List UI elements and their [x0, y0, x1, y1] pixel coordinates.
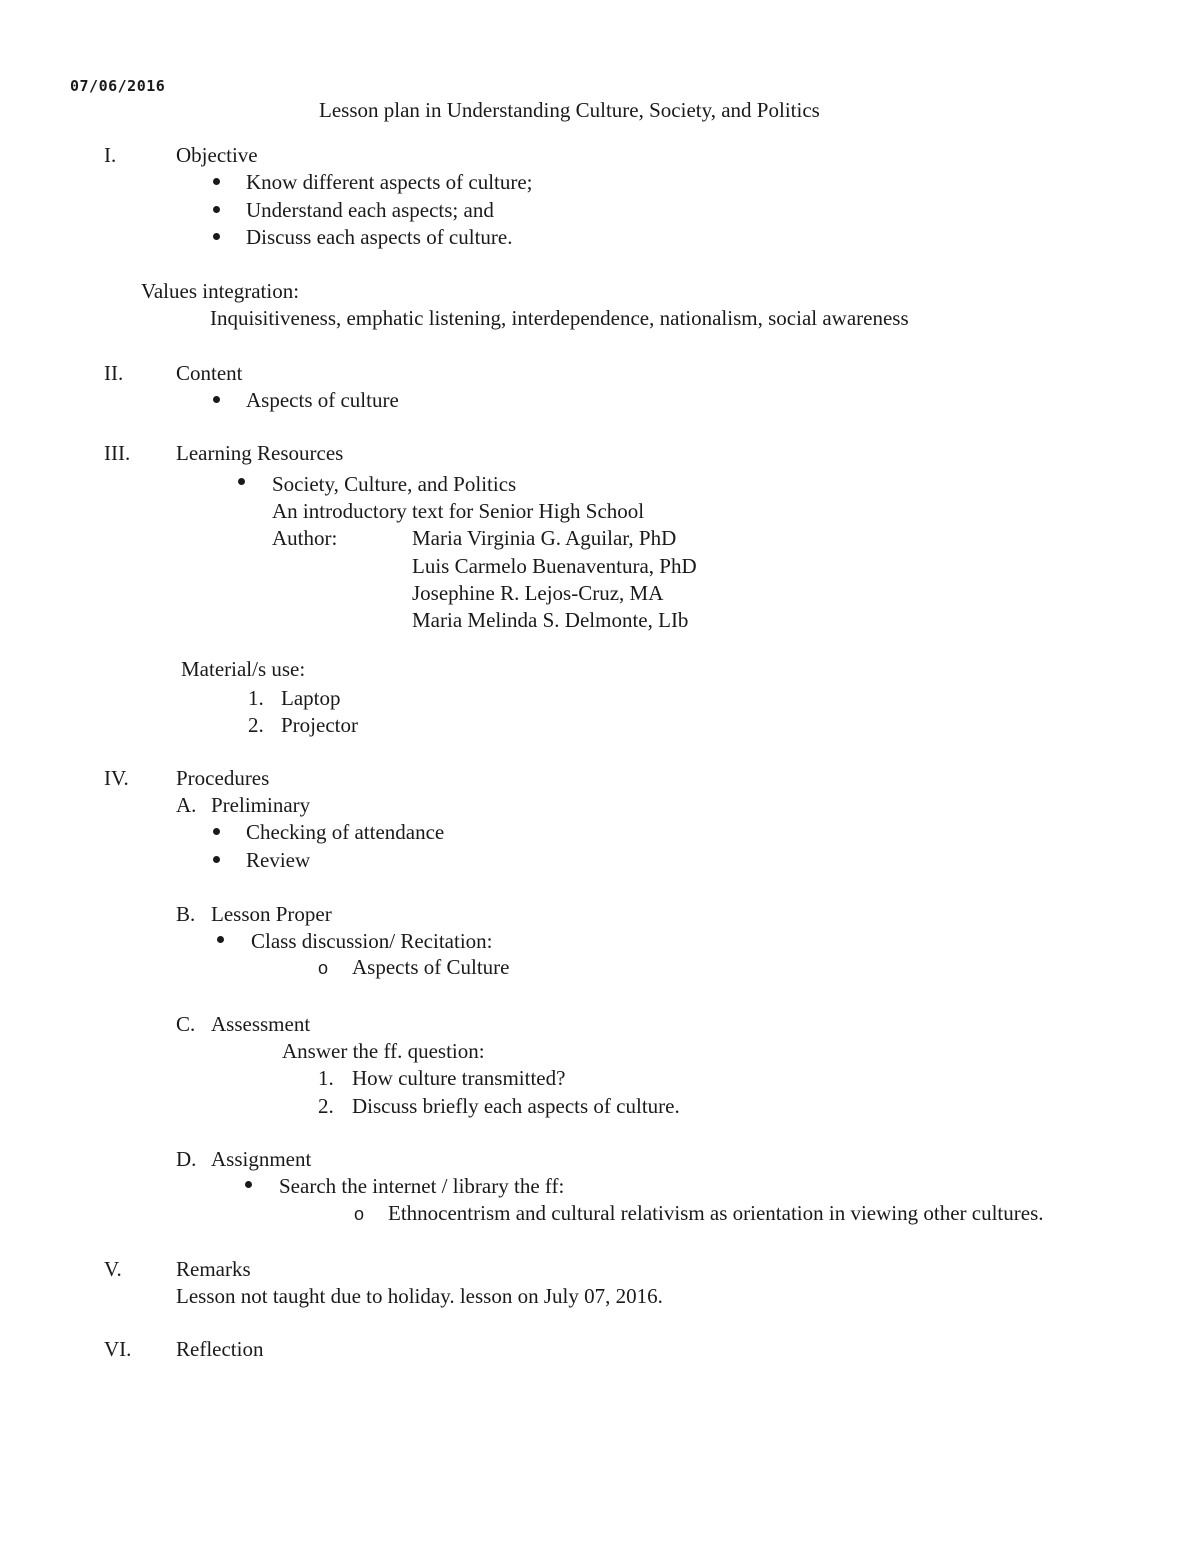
bullet-icon: [213, 206, 220, 213]
section-heading-procedures: Procedures: [176, 766, 270, 790]
bullet-icon: [217, 936, 224, 943]
list-number: 2.: [248, 713, 264, 737]
author-label: Author:: [272, 526, 338, 550]
author-name: Maria Virginia G. Aguilar, PhD: [412, 526, 677, 550]
subsection-heading-assignment: Assignment: [211, 1147, 312, 1171]
bullet-icon: [213, 856, 220, 863]
section-number-objective: I.: [104, 143, 117, 167]
bullet-icon: [245, 1181, 252, 1188]
assessment-intro: Answer the ff. question:: [282, 1039, 485, 1063]
section-number-reflection: VI.: [104, 1337, 132, 1361]
author-name: Maria Melinda S. Delmonte, LIb: [412, 608, 689, 632]
section-number-resources: III.: [104, 441, 131, 465]
section-heading-objective: Objective: [176, 143, 258, 167]
bullet-icon: [238, 478, 245, 485]
list-number: 1.: [318, 1066, 334, 1090]
document-date: 07/06/2016: [70, 77, 166, 95]
list-item: How culture transmitted?: [352, 1066, 566, 1090]
author-name: Josephine R. Lejos-Cruz, MA: [412, 581, 664, 605]
list-item: Understand each aspects; and: [246, 198, 494, 222]
section-heading-resources: Learning Resources: [176, 441, 344, 465]
list-item: Class discussion/ Recitation:: [251, 929, 493, 953]
circle-bullet-icon: o: [318, 958, 329, 978]
bullet-icon: [213, 828, 220, 835]
bullet-icon: [213, 396, 220, 403]
list-item: Ethnocentrism and cultural relativism as orientation in viewing other cultures.: [388, 1201, 1044, 1225]
subsection-letter: A.: [176, 793, 197, 817]
subsection-heading-preliminary: Preliminary: [211, 793, 311, 817]
book-title: Society, Culture, and Politics: [272, 472, 517, 496]
list-item: Aspects of Culture: [352, 955, 510, 979]
section-number-content: II.: [104, 361, 124, 385]
list-number: 1.: [248, 686, 264, 710]
list-number: 2.: [318, 1094, 334, 1118]
subsection-heading-lesson-proper: Lesson Proper: [211, 902, 332, 926]
section-heading-reflection: Reflection: [176, 1337, 264, 1361]
bullet-icon: [213, 178, 220, 185]
bullet-icon: [213, 233, 220, 240]
subsection-heading-assessment: Assessment: [211, 1012, 311, 1036]
section-heading-remarks: Remarks: [176, 1257, 251, 1281]
list-item: Checking of attendance: [246, 820, 445, 844]
remarks-text: Lesson not taught due to holiday. lesson on July 07, 2016.: [176, 1284, 663, 1308]
document-title: Lesson plan in Understanding Culture, Society, and Politics: [319, 98, 820, 122]
section-number-procedures: IV.: [104, 766, 129, 790]
section-heading-content: Content: [176, 361, 243, 385]
list-item: Search the internet / library the ff:: [279, 1174, 565, 1198]
list-item: Review: [246, 848, 311, 872]
circle-bullet-icon: o: [354, 1204, 365, 1224]
values-label: Values integration:: [141, 279, 300, 303]
list-item: Discuss briefly each aspects of culture.: [352, 1094, 680, 1118]
list-item: Laptop: [281, 686, 341, 710]
subsection-letter: B.: [176, 902, 196, 926]
list-item: Discuss each aspects of culture.: [246, 225, 513, 249]
list-item: Know different aspects of culture;: [246, 170, 533, 194]
section-number-remarks: V.: [104, 1257, 122, 1281]
materials-label: Material/s use:: [181, 657, 306, 681]
book-subtitle: An introductory text for Senior High School: [272, 499, 645, 523]
list-item: Projector: [281, 713, 358, 737]
subsection-letter: C.: [176, 1012, 196, 1036]
values-text: Inquisitiveness, emphatic listening, interdependence, nationalism, social awareness: [210, 306, 909, 330]
subsection-letter: D.: [176, 1147, 197, 1171]
author-name: Luis Carmelo Buenaventura, PhD: [412, 554, 697, 578]
list-item: Aspects of culture: [246, 388, 399, 412]
